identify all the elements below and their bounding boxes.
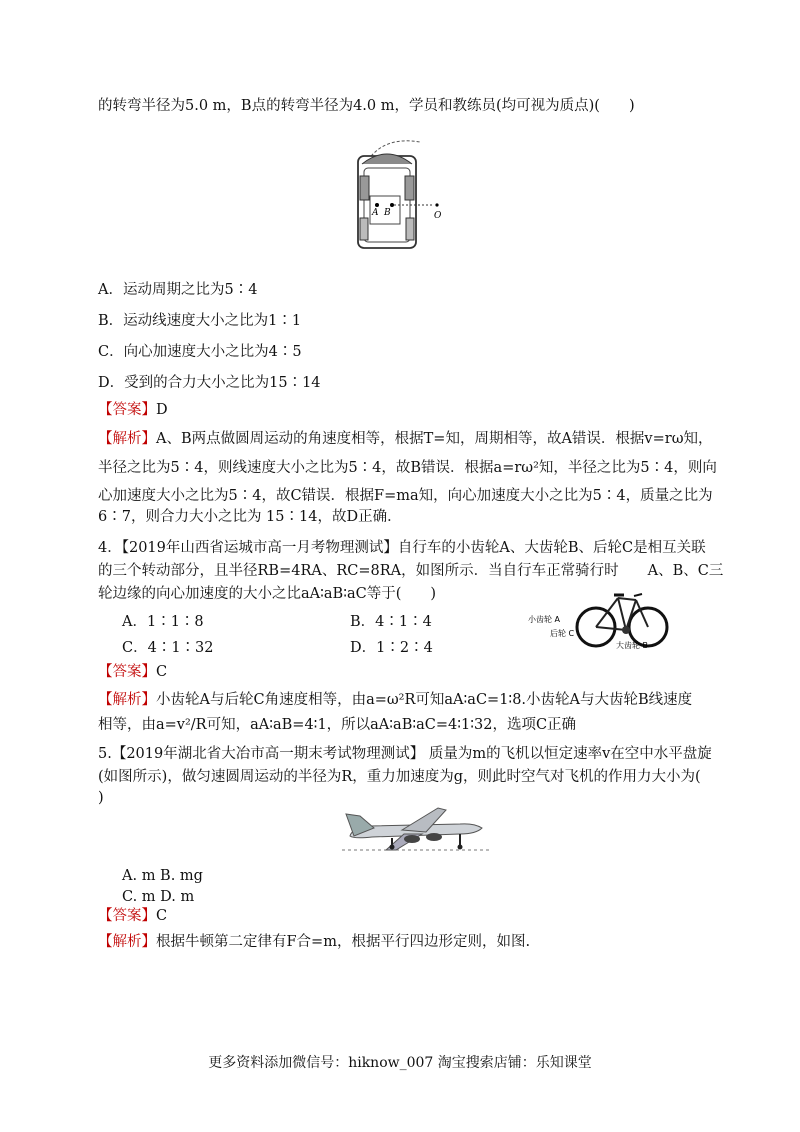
q4-stem-line-2: 的三个转动部分，且半径RB=4RA、RC=8RA，如图所示．当自行车正常骑行时 A、B、C三 <box>98 563 724 579</box>
answer-value: D <box>156 402 168 418</box>
car-figure <box>340 138 520 258</box>
answer-value: C <box>156 664 168 680</box>
analysis-text: 根据牛顿第二定律有F合=m，根据平行四边形定则，如图. <box>156 934 531 950</box>
analysis-tag: 【解析】 <box>98 934 156 950</box>
q5-stem-line-3: ) <box>98 790 104 806</box>
q4-answer <box>98 662 167 682</box>
q5-stem-line-1: 5.【2019年湖北省大冶市高一期末考试物理测试】 质量为m的飞机以恒定速率v在空中水平盘旋 <box>98 746 712 762</box>
q4-stem-line-1: 4．【2019年山西省运城市高一月考物理测试】自行车的小齿轮A、大齿轮B、后轮C是相互关联 <box>98 540 706 556</box>
label-small-gear: 小齿轮 A <box>528 615 561 624</box>
label-big-gear: 大齿轮 B <box>616 641 649 650</box>
q3-answer <box>98 400 168 420</box>
q3-option-d: D．受到的合力大小之比为15∶14 <box>98 375 321 391</box>
analysis-text: A、B两点做圆周运动的角速度相等，根据T=知，周期相等，故A错误．根据v=rω知， <box>156 431 713 447</box>
q5-stem-line-2: (如图所示)，做匀速圆周运动的半径为R，重力加速度为g，则此时空气对飞机的作用力大小为( <box>98 769 701 785</box>
q3-option-b: B．运动线速度大小之比为1∶1 <box>98 313 302 329</box>
q3-analysis-line-1 <box>98 429 713 449</box>
fig-label-a: A <box>372 208 379 218</box>
answer-tag: 【答案】 <box>98 402 156 418</box>
q5-options-line-1: A. m B. mg <box>122 868 203 884</box>
q4-option-d: D．1∶2∶4 <box>350 640 433 656</box>
q4-analysis-line-1 <box>98 690 692 710</box>
label-rear-wheel: 后轮 C <box>550 629 575 638</box>
q5-options-line-2: C. m D. m <box>122 889 195 905</box>
answer-tag: 【答案】 <box>98 664 156 680</box>
q4-analysis-line-2: 相等，由a=v²/R可知，aA∶aB=4∶1，所以aA∶aB∶aC=4∶1∶32，选项C正确 <box>98 717 577 733</box>
analysis-text: 小齿轮A与后轮C角速度相等，由a=ω²R可知aA∶aC=1∶8.小齿轮A与大齿轮B线速度 <box>156 692 693 708</box>
q4-stem-line-3: 轮边缘的向心加速度的大小之比aA∶aB∶aC等于( ) <box>98 586 437 602</box>
q5-answer <box>98 906 167 926</box>
q3-analysis-line-2: 半径之比为5∶4，则线速度大小之比为5∶4，故B错误．根据a=rω²知，半径之比为5∶4，则向 <box>98 460 717 476</box>
fig-label-b: B <box>384 208 391 218</box>
answer-tag: 【答案】 <box>98 908 156 924</box>
q3-analysis-line-3: 心加速度大小之比为5∶4，故C错误．根据F=ma知，向心加速度大小之比为5∶4，质量之比为 <box>98 488 713 504</box>
airplane-figure <box>342 806 492 856</box>
q3-option-c: C．向心加速度大小之比为4∶5 <box>98 344 302 360</box>
q5-analysis <box>98 932 530 952</box>
q4-option-c: C．4∶1∶32 <box>122 640 214 656</box>
q3-stem: 的转弯半径为5.0 m，B点的转弯半径为4.0 m，学员和教练员(均可视为质点)( ) <box>98 98 635 114</box>
analysis-tag: 【解析】 <box>98 692 156 708</box>
q4-option-b: B．4∶1∶4 <box>350 614 432 630</box>
q3-analysis-line-4: 6∶7，则合力大小之比为 15∶14，故D正确． <box>98 509 402 525</box>
page-footer: 更多资料添加微信号：hiknow_007 淘宝搜索店铺：乐知课堂 <box>208 1055 592 1071</box>
bicycle-figure <box>528 590 678 665</box>
fig-label-o: O <box>434 211 442 221</box>
analysis-tag: 【解析】 <box>98 431 156 447</box>
answer-value: C <box>156 908 168 924</box>
q3-option-a: A．运动周期之比为5∶4 <box>98 282 258 298</box>
q4-option-a: A．1∶1∶8 <box>122 614 204 630</box>
